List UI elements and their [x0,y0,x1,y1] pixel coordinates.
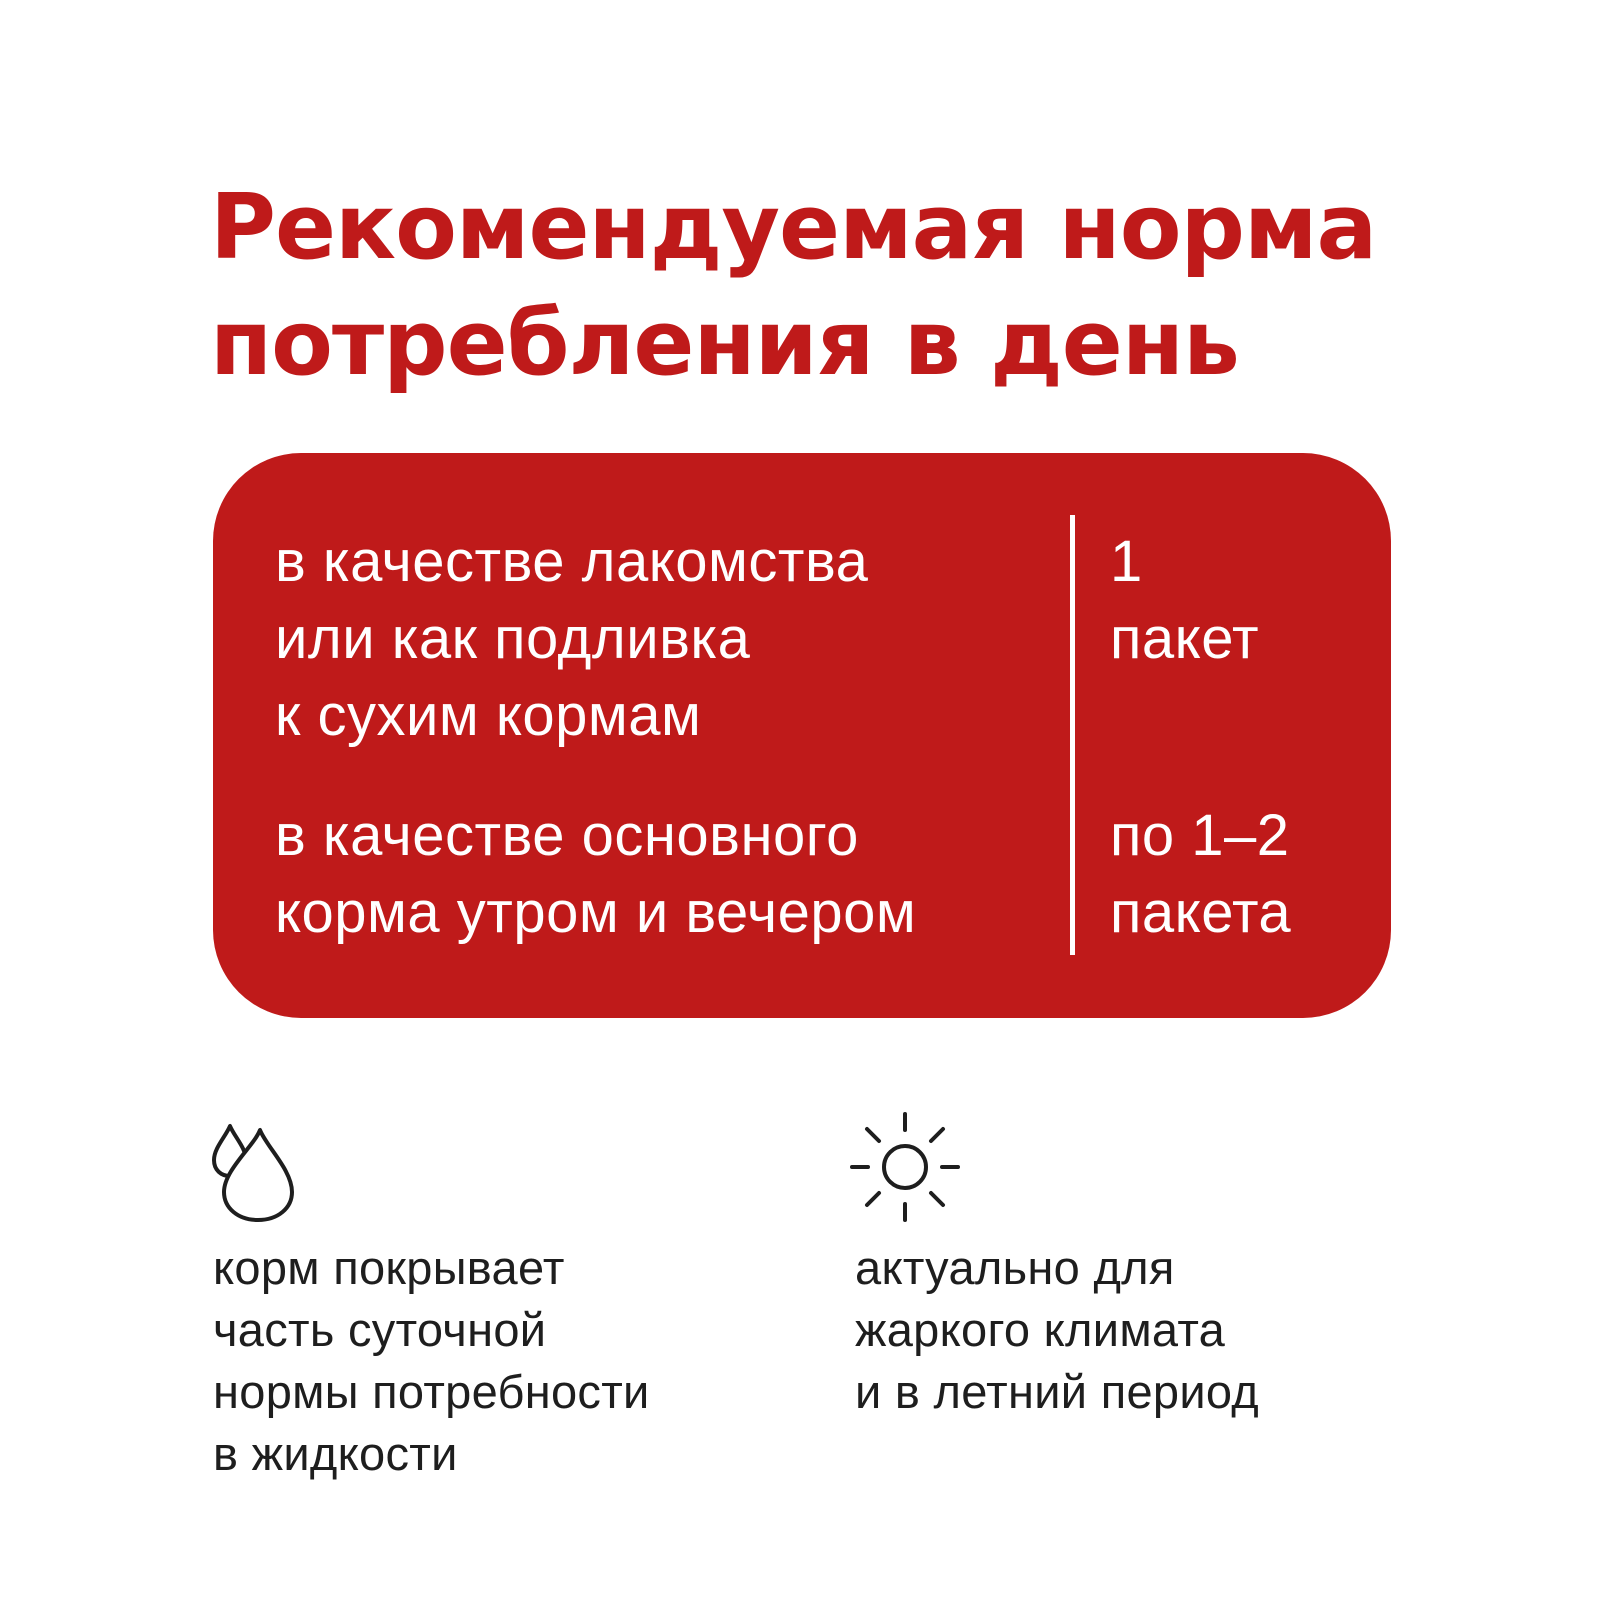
dosage-row-value: 1 пакет [1110,529,1260,671]
dosage-card [213,453,1391,1018]
dosage-row-value: по 1–2 пакета [1110,803,1292,945]
feature-climate-text: актуально для жаркого климата и в летний период [855,1241,1260,1418]
feature-liquid-text: корм покрывает часть суточной нормы потребности в жидкости [213,1241,650,1480]
page-title: Рекомендуемая норма потребления в день [210,175,1377,396]
water-drops-icon [206,1120,302,1226]
dosage-row-label: в качестве лакомства или как подливка к сухим кормам [275,529,869,748]
sun-icon [848,1110,962,1224]
dosage-row-label: в качестве основного корма утром и вечером [275,803,917,945]
column-divider [1070,515,1075,955]
